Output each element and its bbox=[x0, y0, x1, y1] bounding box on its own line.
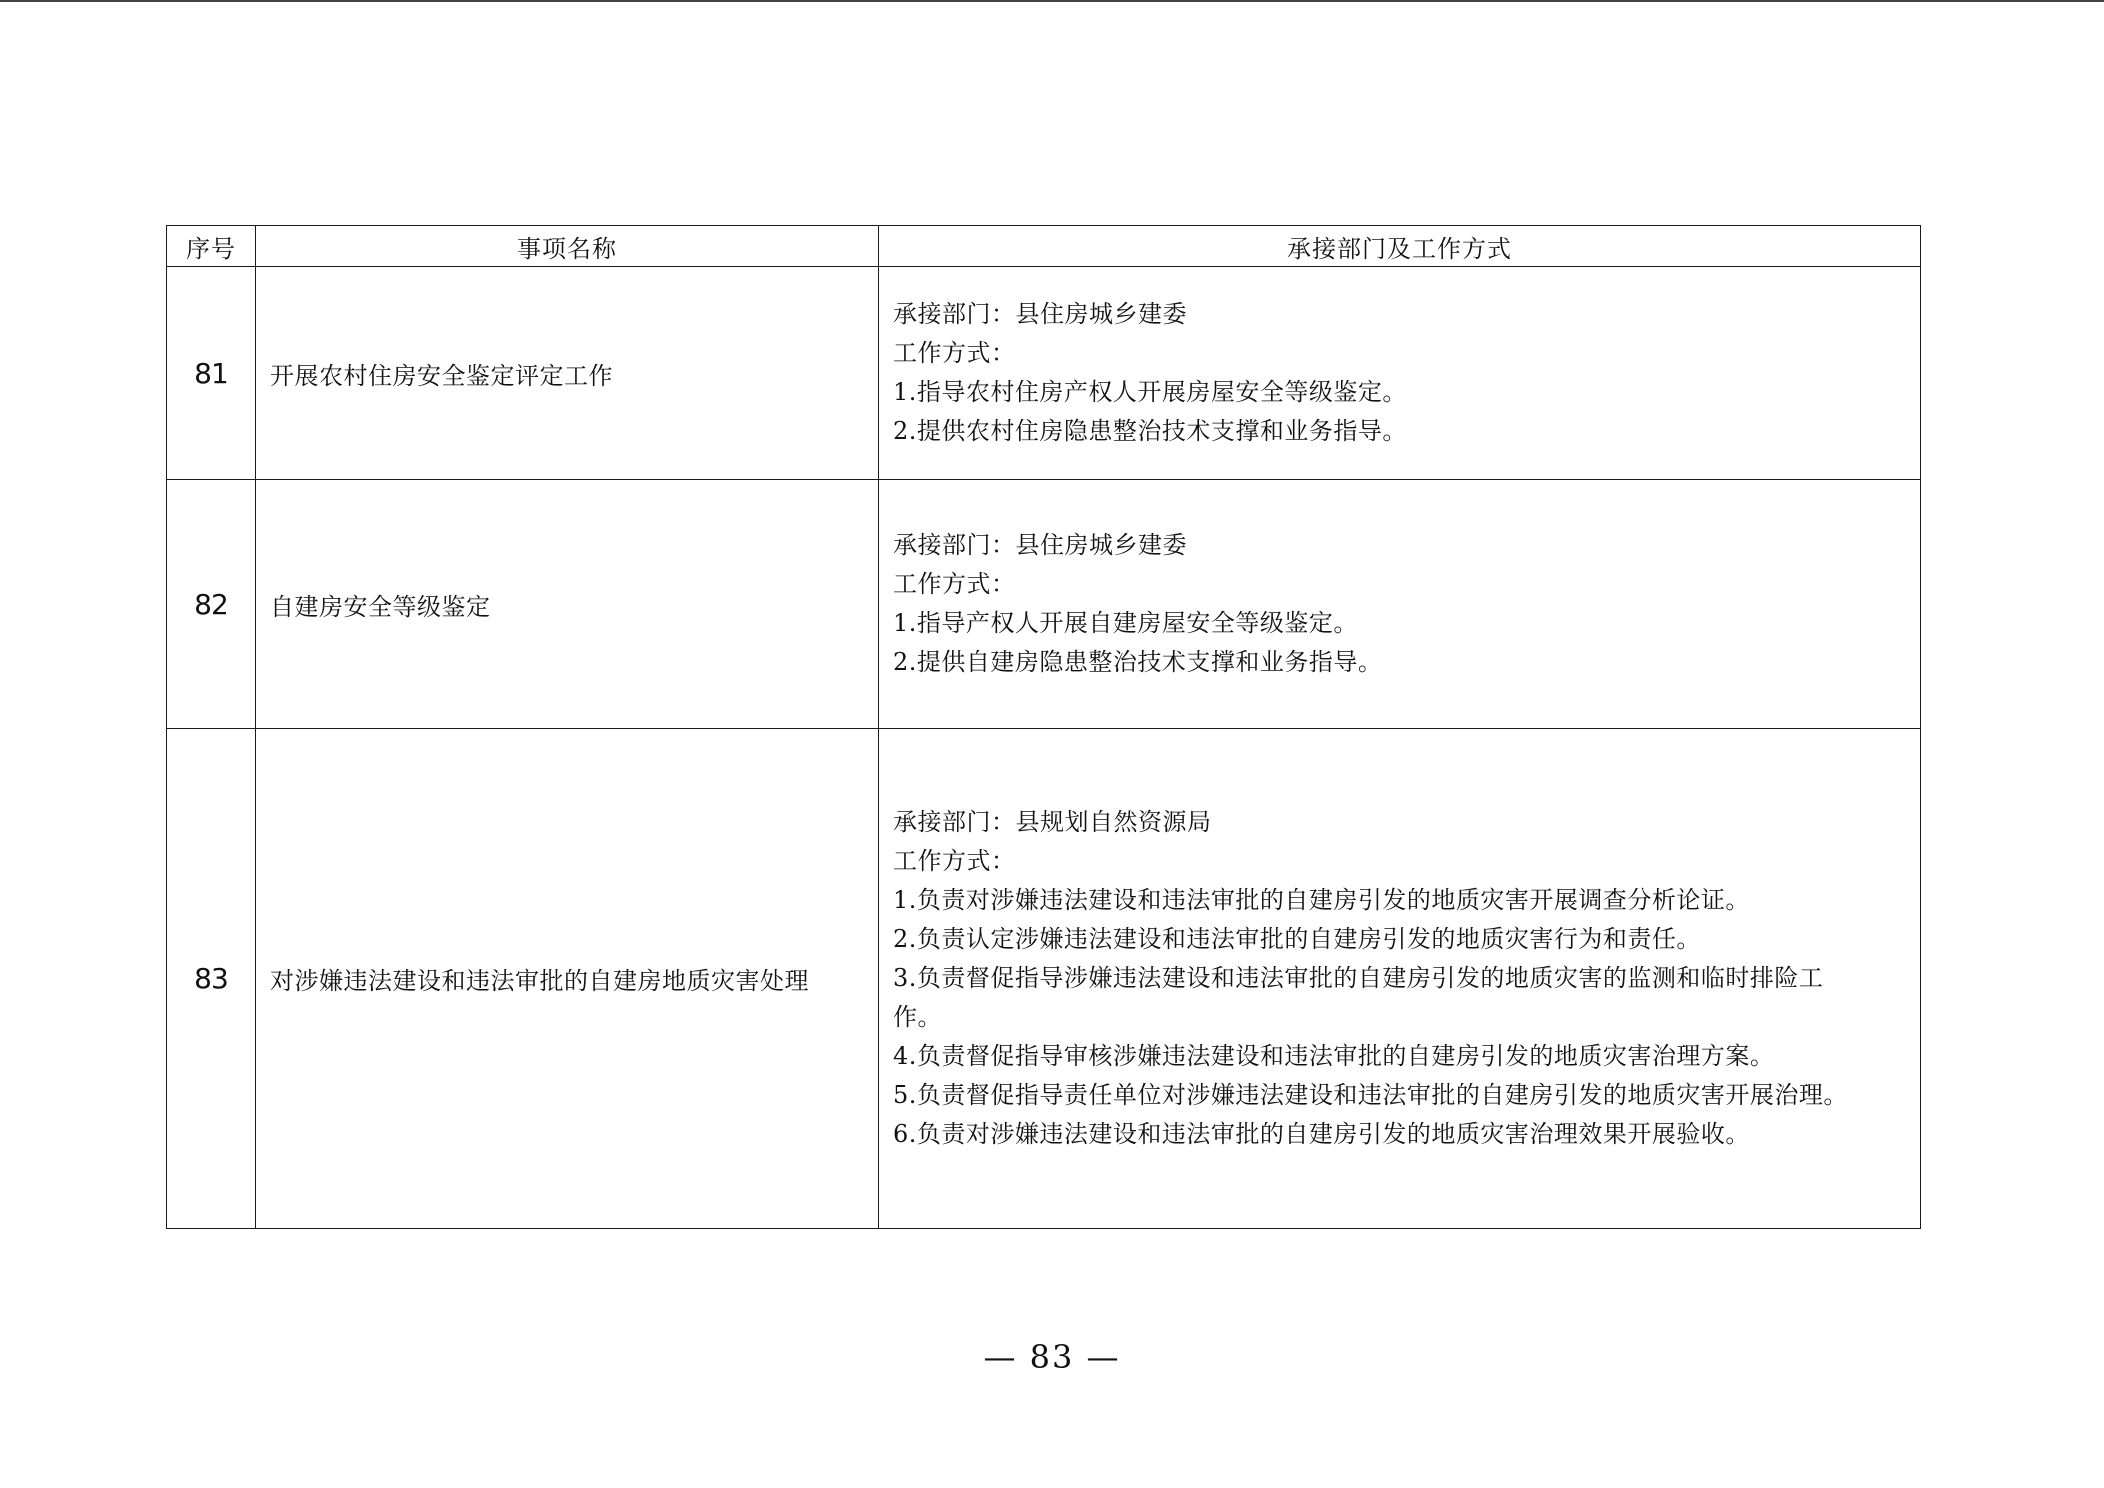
table-row bbox=[167, 267, 1921, 480]
item-name-cell: 对涉嫌违法建设和违法审批的自建房地质灾害处理 bbox=[256, 729, 879, 1229]
method-item-line: 6.负责对涉嫌违法建设和违法审批的自建房引发的地质灾害治理效果开展验收。 bbox=[893, 1120, 1750, 1148]
method-label-line: 工作方式： bbox=[893, 847, 1016, 875]
department-method-cell bbox=[879, 729, 1921, 1229]
method-item-line: 5.负责督促指导责任单位对涉嫌违法建设和违法审批的自建房引发的地质灾害开展治理。 bbox=[893, 1081, 1848, 1109]
method-item-line: 2.提供自建房隐患整治技术支撑和业务指导。 bbox=[893, 648, 1383, 676]
method-label-line: 工作方式： bbox=[893, 339, 1016, 367]
header-serial-number: 序号 bbox=[167, 226, 256, 267]
department-line: 承接部门：县住房城乡建委 bbox=[893, 531, 1187, 559]
department-line: 承接部门：县住房城乡建委 bbox=[893, 300, 1187, 328]
header-item-name: 事项名称 bbox=[256, 226, 879, 267]
table-header-row bbox=[167, 226, 1921, 267]
item-name-cell: 自建房安全等级鉴定 bbox=[256, 480, 879, 729]
serial-number-cell: 82 bbox=[167, 480, 256, 729]
page-top-border bbox=[0, 0, 2104, 2]
method-label-line: 工作方式： bbox=[893, 570, 1016, 598]
method-item-line: 2.提供农村住房隐患整治技术支撑和业务指导。 bbox=[893, 417, 1407, 445]
method-item-line: 2.负责认定涉嫌违法建设和违法审批的自建房引发的地质灾害行为和责任。 bbox=[893, 925, 1701, 953]
serial-number-cell: 81 bbox=[167, 267, 256, 480]
method-item-line: 1.负责对涉嫌违法建设和违法审批的自建房引发的地质灾害开展调查分析论证。 bbox=[893, 886, 1750, 914]
table-row bbox=[167, 729, 1921, 1229]
department-method-cell bbox=[879, 480, 1921, 729]
method-item-line: 1.指导农村住房产权人开展房屋安全等级鉴定。 bbox=[893, 378, 1407, 406]
header-department-and-method: 承接部门及工作方式 bbox=[879, 226, 1921, 267]
table-row bbox=[167, 480, 1921, 729]
item-name-cell: 开展农村住房安全鉴定评定工作 bbox=[256, 267, 879, 480]
method-item-line: 1.指导产权人开展自建房屋安全等级鉴定。 bbox=[893, 609, 1358, 637]
method-item-line: 4.负责督促指导审核涉嫌违法建设和违法审批的自建房引发的地质灾害治理方案。 bbox=[893, 1042, 1775, 1070]
method-item-line: 3.负责督促指导涉嫌违法建设和违法审批的自建房引发的地质灾害的监测和临时排险工 bbox=[893, 964, 1824, 992]
serial-number-cell: 83 bbox=[167, 729, 256, 1229]
responsibility-table bbox=[166, 225, 1921, 1229]
department-line: 承接部门：县规划自然资源局 bbox=[893, 808, 1212, 836]
page-number: — 83 — bbox=[983, 1338, 1121, 1376]
department-method-cell bbox=[879, 267, 1921, 480]
method-item-continuation-line: 作。 bbox=[893, 1003, 942, 1031]
